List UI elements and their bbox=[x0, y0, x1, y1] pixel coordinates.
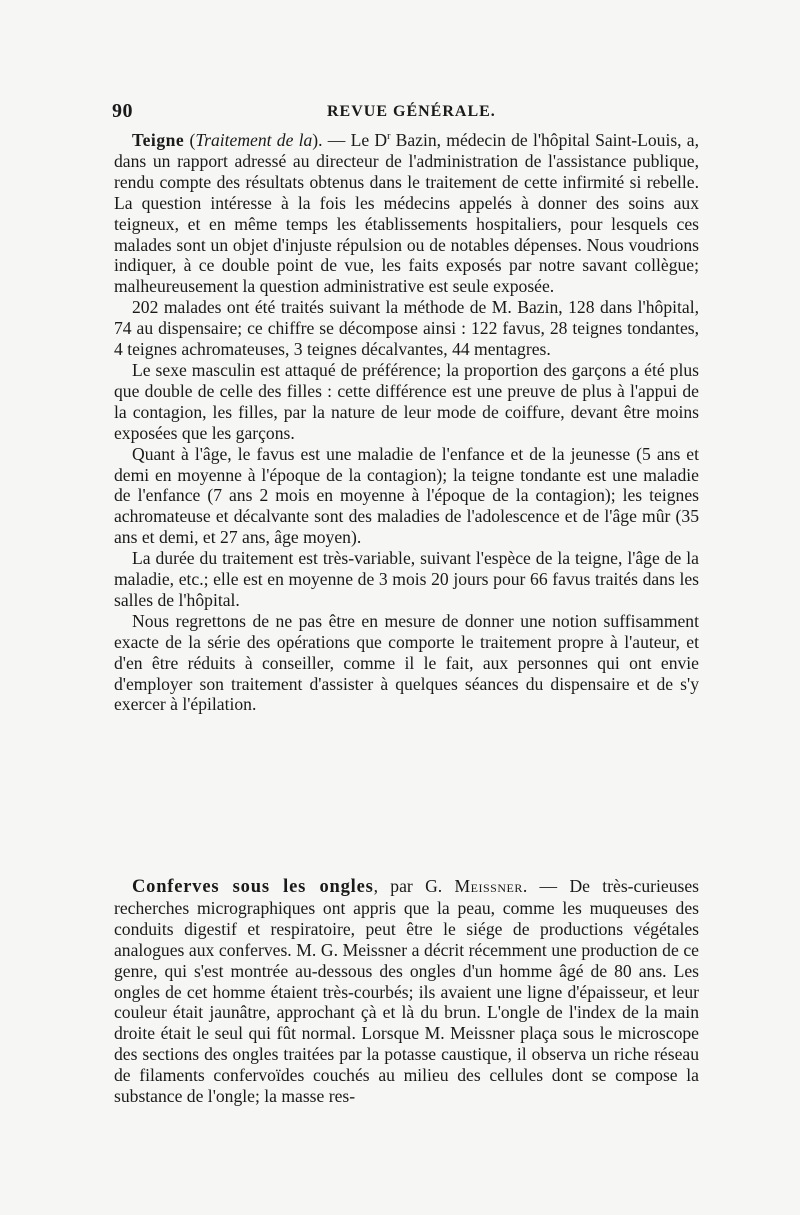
section-teigne bbox=[114, 130, 699, 715]
section-title: Teigne bbox=[132, 130, 185, 150]
author-name: Meissner bbox=[454, 876, 523, 896]
paragraph: Nous regrettons de ne pas être en mesure de donner une notion suffisamment exacte de la série des opérations que comporte le traitement propre à l'auteur, et d'en être réduits à conseiller, comme il le fait, aux personnes qui ont envie d'employer son traitement d'assister à quelques séances du dispensaire et de s'y exercer à l'épilation. bbox=[114, 610, 699, 715]
paragraph: La durée du traitement est très-variable, suivant l'espèce de la teigne, l'âge de la maladie, etc.; elle est en moyenne de 3 mois 20 jours pour 66 favus traités dans les salles de l'hôpital. bbox=[114, 548, 699, 610]
paragraph: 202 malades ont été traités suivant la méthode de M. Bazin, 128 dans l'hôpital, 74 au dispensaire; ce chiffre se décompose ainsi : 122 favus, 28 teignes tondantes, 4 teignes achromateuses, 3 teignes décalvantes, 44 mentagres. bbox=[114, 297, 699, 360]
page-header bbox=[112, 100, 698, 124]
paragraph: Quant à l'âge, le favus est une maladie de l'enfance et de la jeunesse (5 ans et demi en moyenne à l'époque de la contagion); la teigne tondante est une maladie de l'enfance (7 ans 2 mois en moyenne à l'époque de la contagion); les teignes achromateuse et décalvante sont des maladies de l'adolescence et de l'âge mûr (35 ans et demi, et 27 ans, âge moyen). bbox=[114, 443, 699, 548]
paragraph: Teigne (Traitement de la). — Le $D^r$ Bazin, médecin de l'hôpital Saint-Louis, a, dans un rapport adressé au directeur de l'administration de l'assistance publique, rendu compte des résultats obtenus dans le traitement de cette infirmité si rebelle. La question intéresse à la fois les médecins appelés à donner des soins aux teigneux, et en même temps les établissements hospitaliers, pour lesquels ces malades sont un objet d'injuste répulsion ou de notables dépenses. Nous voudrions indiquer, à ce double point de vue, les faits exposés par notre savant collègue; malheureusement la question administrative est seule exposée. bbox=[114, 130, 700, 297]
page-number: 90 bbox=[112, 100, 133, 122]
section-title: Conferves sous les ongles bbox=[132, 877, 374, 897]
section-subtitle: Traitement de la bbox=[195, 130, 313, 150]
running-head: REVUE GÉNÉRALE. bbox=[327, 103, 496, 120]
paragraph: Le sexe masculin est attaqué de préférence; la proportion des garçons a été plus que double de celle des filles : cette différence est une preuve de plus à l'appui de la contagion, les filles, par la nature de leur mode de coiffure, devant être moins exposées que les garçons. bbox=[114, 359, 699, 443]
section-conferves bbox=[114, 876, 699, 1107]
paragraph: Conferves sous les ongles, par G. Meissner. — De très-curieuses recherches micrographiques ont appris que la peau, comme les muqueuses des conduits digestif et respiratoire, peut être le siége de productions végétales analogues aux conferves. M. G. Meissner a décrit récemment une production de ce genre, qui s'est montrée au-dessous des ongles d'un homme âgé de 80 ans. Les ongles de cet homme étaient très-courbés; ils avaient une ligne d'épaisseur, et leur couleur était jaunâtre, approchant çà et là du brun. L'ongle de l'index de la main droite était le seul qui fût normal. Lorsque M. Meissner plaça sous le microscope des sections des ongles traitées par la potasse caustique, il observa un riche réseau de filaments confervoïdes couchés au milieu des cellules dont se compose la substance de l'ongle; la masse res- bbox=[114, 876, 699, 1107]
